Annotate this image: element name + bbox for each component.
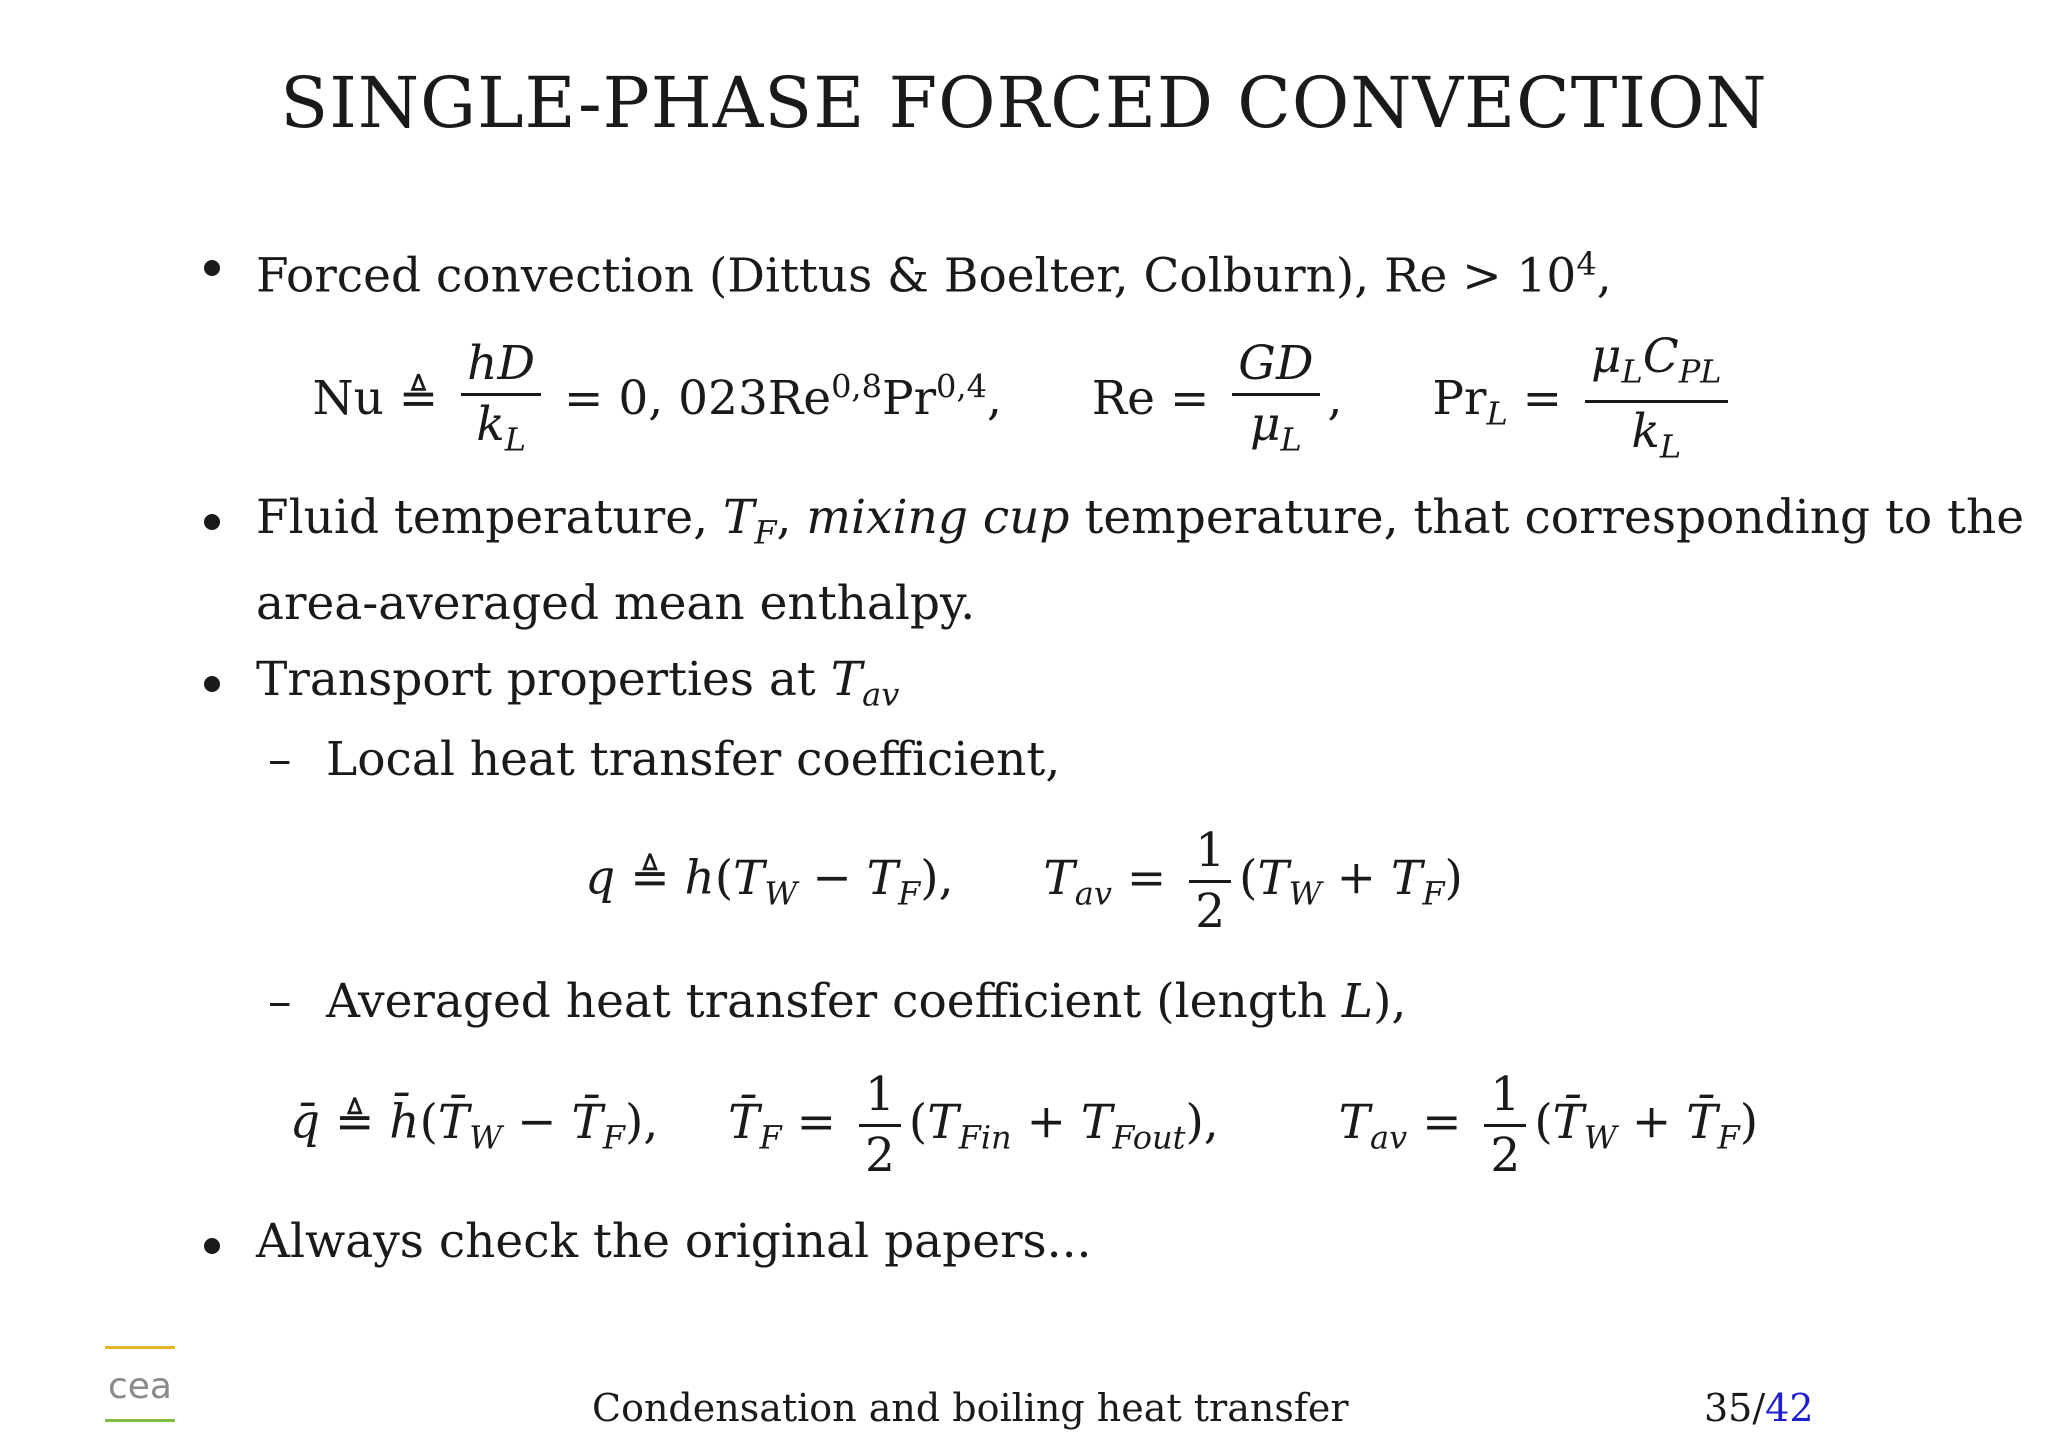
bullet-text-c: temperature, that corresponding to the (1069, 490, 2025, 545)
bullet-fluid-temperature (200, 482, 2024, 640)
bullet-sup: 4 (1576, 245, 1597, 283)
bullet-suffix: , (1596, 248, 1612, 304)
equation-nusselt: Nu ≜ $\frac{hD}{k_L}$ = 0, 023Re$^{0,8}$Pr$^{0,4}$, Re = $\frac{GD}{\mu_L}$ , $Pr_L$ = $\frac{\mu_LC_{PL}}{k_L}$ (0, 328, 2048, 476)
page-current: 35 (1704, 1386, 1753, 1430)
subbullet-text-b: ), (1373, 974, 1407, 1029)
bullet-transport-properties (200, 644, 899, 730)
slide-title: SINGLE-PHASE FORCED CONVECTION (280, 62, 1768, 144)
bullet-text-b: , (776, 490, 807, 545)
logo-bar-top (105, 1346, 175, 1349)
bullet-dot-icon (204, 514, 220, 530)
subbullet-dash: – (268, 974, 292, 1029)
logo-bar-bottom (105, 1419, 175, 1422)
bullet-var-sub: F (754, 513, 777, 552)
subbullet-averaged-htc (268, 966, 1406, 1038)
subbullet-text: Averaged heat transfer coefficient (length (326, 974, 1342, 1029)
bullet-forced-convection (200, 228, 1612, 313)
bullet-text: Transport properties at (256, 652, 831, 707)
bullet-text: Fluid temperature, (256, 490, 723, 545)
equation-local-htc: q ≜ $h(T_W - T_F)$, $T_{av}$ = $\frac{1}{2}$ $(T_W + T_F)$ (585, 823, 1463, 939)
subbullet-dash: – (268, 732, 292, 787)
bullet-var: T (830, 652, 863, 707)
bullet-dot-icon (204, 260, 220, 276)
subbullet-var: L (1341, 974, 1374, 1029)
page-number (1704, 1386, 1814, 1430)
bullet-var-sub: av (862, 675, 900, 714)
page-total-link[interactable]: 42 (1765, 1386, 1814, 1430)
bullet-text: Forced convection (Dittus & Boelter, Colburn), Re > 10 (256, 248, 1577, 304)
bullet-var: T (722, 490, 755, 545)
bullet-emphasis: mixing cup (806, 490, 1070, 545)
bullet-text-line2: area-averaged mean enthalpy. (256, 576, 976, 632)
bullet-dot-icon (204, 676, 220, 692)
bullet-dot-icon (204, 1238, 220, 1254)
bullet-check-papers (200, 1206, 1092, 1278)
logo-mark-icon: cea (107, 1366, 172, 1407)
subbullet-local-htc (268, 724, 1060, 796)
bullet-text: Always check the original papers... (256, 1214, 1092, 1269)
page-separator: / (1752, 1386, 1766, 1430)
footer-title: Condensation and boiling heat transfer (592, 1386, 1349, 1430)
subbullet-text: Local heat transfer coefficient, (326, 732, 1061, 787)
equation-averaged-htc: q̄ ≜ $h̄(T̄_W$ − $T̄_F$), $T̄_F$ = $\frac{1}{2}$ $(T_{Fin} + T_{Fout})$, $T_{av}$ = $\frac{1}{2}$ ($T̄_W$ + $T̄_F$) (289, 1067, 1759, 1183)
cea-logo (105, 1346, 175, 1422)
